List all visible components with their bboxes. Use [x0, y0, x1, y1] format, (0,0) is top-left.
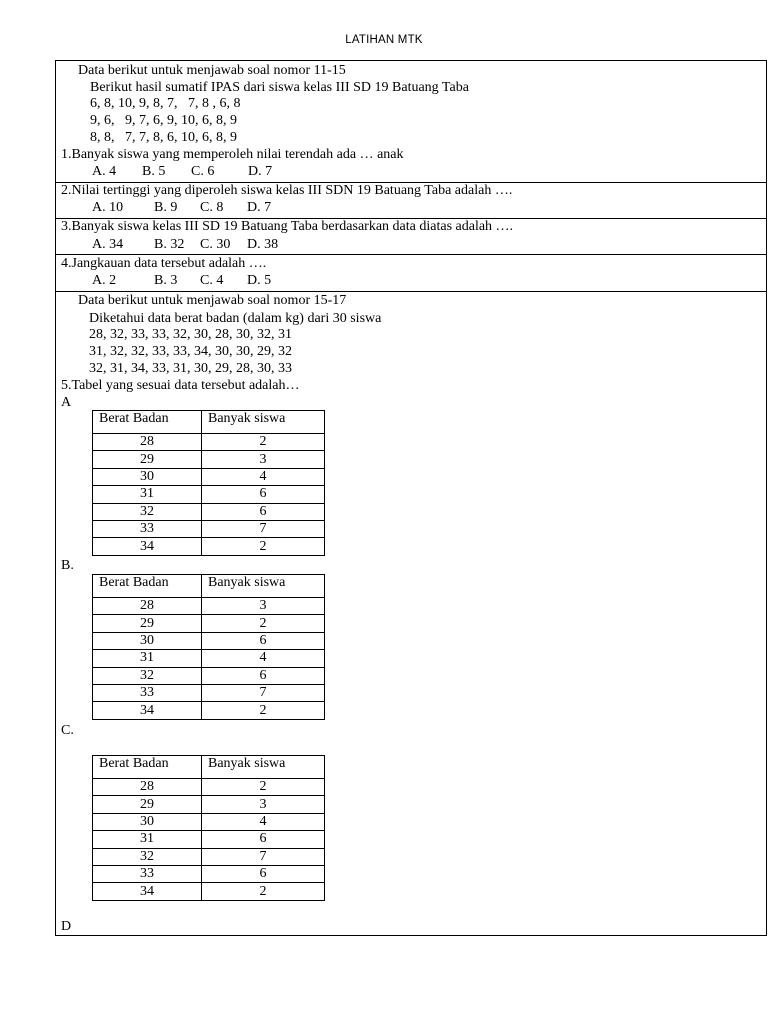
table-row	[93, 831, 325, 848]
q3-option-a: A. 34	[92, 237, 124, 252]
table-cell: 7	[202, 684, 325, 701]
section1-data-line: 8, 8, 7, 7, 8, 6, 10, 6, 8, 9	[90, 130, 237, 145]
table-cell: 6	[202, 632, 325, 649]
table-row	[93, 486, 325, 503]
section2-data-line: 32, 31, 34, 33, 31, 30, 29, 28, 30, 33	[89, 361, 292, 376]
table-row	[93, 684, 325, 701]
table-header: Berat Badan	[93, 756, 202, 779]
table-cell: 2	[202, 434, 325, 451]
option-c-table	[92, 755, 325, 901]
q4-option-c: C. 4	[200, 273, 224, 288]
table-cell: 4	[202, 650, 325, 667]
section1-data-line: 9, 6, 9, 7, 6, 9, 10, 6, 8, 9	[90, 113, 237, 128]
table-row	[93, 598, 325, 615]
section1-intro: Data berikut untuk menjawab soal nomor 11-15	[78, 63, 346, 78]
table-cell: 2	[202, 779, 325, 796]
question-5: 5.Tabel yang sesuai data tersebut adalah…	[61, 378, 300, 393]
table-cell: 28	[93, 434, 202, 451]
table-row	[93, 865, 325, 882]
table-cell: 29	[93, 796, 202, 813]
section2-description: Diketahui data berat badan (dalam kg) dari 30 siswa	[89, 311, 382, 326]
question-1: 1.Banyak siswa yang memperoleh nilai terendah ada … anak	[61, 147, 404, 162]
table-row	[93, 667, 325, 684]
table-row	[93, 451, 325, 468]
option-a-label: A	[61, 395, 72, 410]
table-cell: 28	[93, 779, 202, 796]
q4-option-a: A. 2	[92, 273, 117, 288]
table-row	[93, 883, 325, 900]
table-header: Banyak siswa	[202, 575, 325, 598]
table-cell: 4	[202, 813, 325, 830]
q2-option-b: B. 9	[154, 200, 178, 215]
table-cell: 32	[93, 667, 202, 684]
table-cell: 3	[202, 796, 325, 813]
table-row	[93, 650, 325, 667]
table-cell: 28	[93, 598, 202, 615]
table-row	[93, 503, 325, 520]
table-cell: 30	[93, 468, 202, 485]
table-cell: 34	[93, 883, 202, 900]
table-cell: 6	[202, 831, 325, 848]
table-cell: 30	[93, 813, 202, 830]
q2-option-a: A. 10	[92, 200, 124, 215]
table-cell: 33	[93, 684, 202, 701]
section2-data-line: 28, 32, 33, 33, 32, 30, 28, 30, 32, 31	[89, 327, 292, 342]
section1-data-line: 6, 8, 10, 9, 8, 7, 7, 8 , 6, 8	[90, 96, 241, 111]
question-4: 4.Jangkauan data tersebut adalah ….	[61, 256, 267, 271]
q1-option-a: A. 4	[92, 164, 117, 179]
table-row	[93, 779, 325, 796]
q1-option-b: B. 5	[142, 164, 166, 179]
document-title: LATIHAN MTK	[345, 34, 423, 46]
table-row	[93, 434, 325, 451]
table-cell: 3	[202, 451, 325, 468]
q4-option-d: D. 5	[247, 273, 272, 288]
q2-option-c: C. 8	[200, 200, 224, 215]
table-row	[93, 615, 325, 632]
table-cell: 29	[93, 451, 202, 468]
table-header: Banyak siswa	[202, 411, 325, 434]
option-c-label: C.	[61, 723, 74, 738]
table-cell: 6	[202, 503, 325, 520]
table-header: Banyak siswa	[202, 756, 325, 779]
table-cell: 31	[93, 486, 202, 503]
table-cell: 32	[93, 503, 202, 520]
question-2: 2.Nilai tertinggi yang diperoleh siswa kelas III SDN 19 Batuang Taba adalah ….	[61, 183, 513, 198]
table-cell: 7	[202, 520, 325, 537]
table-row	[93, 702, 325, 719]
question-3: 3.Banyak siswa kelas III SD 19 Batuang Taba berdasarkan data diatas adalah ….	[61, 219, 514, 234]
table-cell: 2	[202, 615, 325, 632]
table-cell: 34	[93, 702, 202, 719]
table-cell: 7	[202, 848, 325, 865]
table-header: Berat Badan	[93, 411, 202, 434]
table-cell: 6	[202, 667, 325, 684]
table-row	[93, 848, 325, 865]
table-cell: 32	[93, 848, 202, 865]
option-b-table	[92, 574, 325, 720]
table-row	[93, 520, 325, 537]
table-cell: 31	[93, 831, 202, 848]
table-row	[93, 632, 325, 649]
table-cell: 33	[93, 520, 202, 537]
q3-option-d: D. 38	[247, 237, 279, 252]
table-cell: 33	[93, 865, 202, 882]
table-header: Berat Badan	[93, 575, 202, 598]
table-cell: 30	[93, 632, 202, 649]
q3-option-c: C. 30	[200, 237, 231, 252]
table-cell: 29	[93, 615, 202, 632]
q1-option-c: C. 6	[191, 164, 215, 179]
table-row	[93, 813, 325, 830]
table-cell: 6	[202, 865, 325, 882]
table-cell: 6	[202, 486, 325, 503]
option-d-label: D	[61, 919, 72, 934]
table-row	[93, 538, 325, 555]
table-row	[93, 468, 325, 485]
option-a-table	[92, 410, 325, 556]
table-cell: 3	[202, 598, 325, 615]
table-cell: 2	[202, 702, 325, 719]
table-cell: 2	[202, 883, 325, 900]
option-b-label: B.	[61, 558, 74, 573]
table-cell: 4	[202, 468, 325, 485]
table-row	[93, 796, 325, 813]
section1-description: Berikut hasil sumatif IPAS dari siswa kelas III SD 19 Batuang Taba	[90, 80, 469, 95]
section2-data-line: 31, 32, 32, 33, 33, 34, 30, 30, 29, 32	[89, 344, 292, 359]
q4-option-b: B. 3	[154, 273, 178, 288]
table-cell: 31	[93, 650, 202, 667]
q3-option-b: B. 32	[154, 237, 185, 252]
q2-option-d: D. 7	[247, 200, 272, 215]
table-cell: 34	[93, 538, 202, 555]
table-cell: 2	[202, 538, 325, 555]
q1-option-d: D. 7	[248, 164, 273, 179]
section2-intro: Data berikut untuk menjawab soal nomor 15-17	[78, 293, 347, 308]
